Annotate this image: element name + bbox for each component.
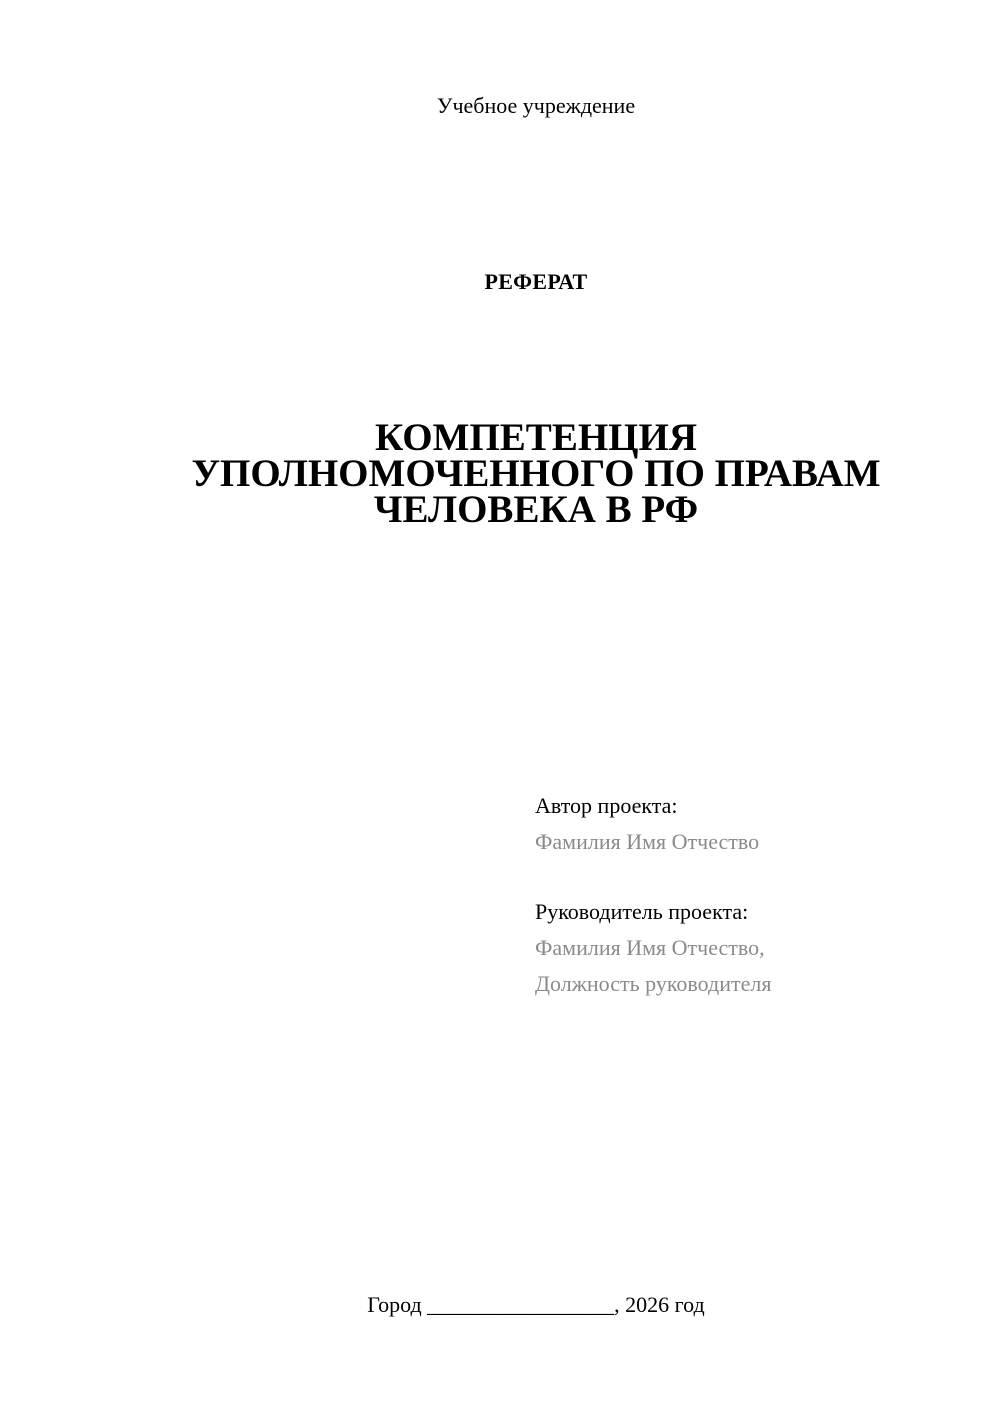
document-title bbox=[0, 416, 1000, 531]
city-year-line: Город _________________, 2026 год bbox=[367, 1292, 705, 1317]
institution-name: Учебное учреждение bbox=[436, 93, 636, 118]
author-label: Автор проекта: bbox=[535, 793, 678, 818]
supervisor-position: Должность руководителя bbox=[535, 971, 772, 996]
document-type: РЕФЕРАТ bbox=[484, 269, 588, 294]
title-line-2: УПОЛНОМОЧЕННОГО ПО ПРАВАМ bbox=[191, 452, 881, 495]
authors-block bbox=[535, 788, 975, 1002]
author-name: Фамилия Имя Отчество bbox=[535, 829, 760, 854]
supervisor-name: Фамилия Имя Отчество, bbox=[535, 935, 765, 960]
title-line-3: ЧЕЛОВЕКА В РФ bbox=[373, 488, 699, 531]
title-line-1: КОМПЕТЕНЦИЯ bbox=[375, 416, 697, 459]
authors-spacer bbox=[535, 860, 975, 894]
supervisor-label: Руководитель проекта: bbox=[535, 899, 749, 924]
